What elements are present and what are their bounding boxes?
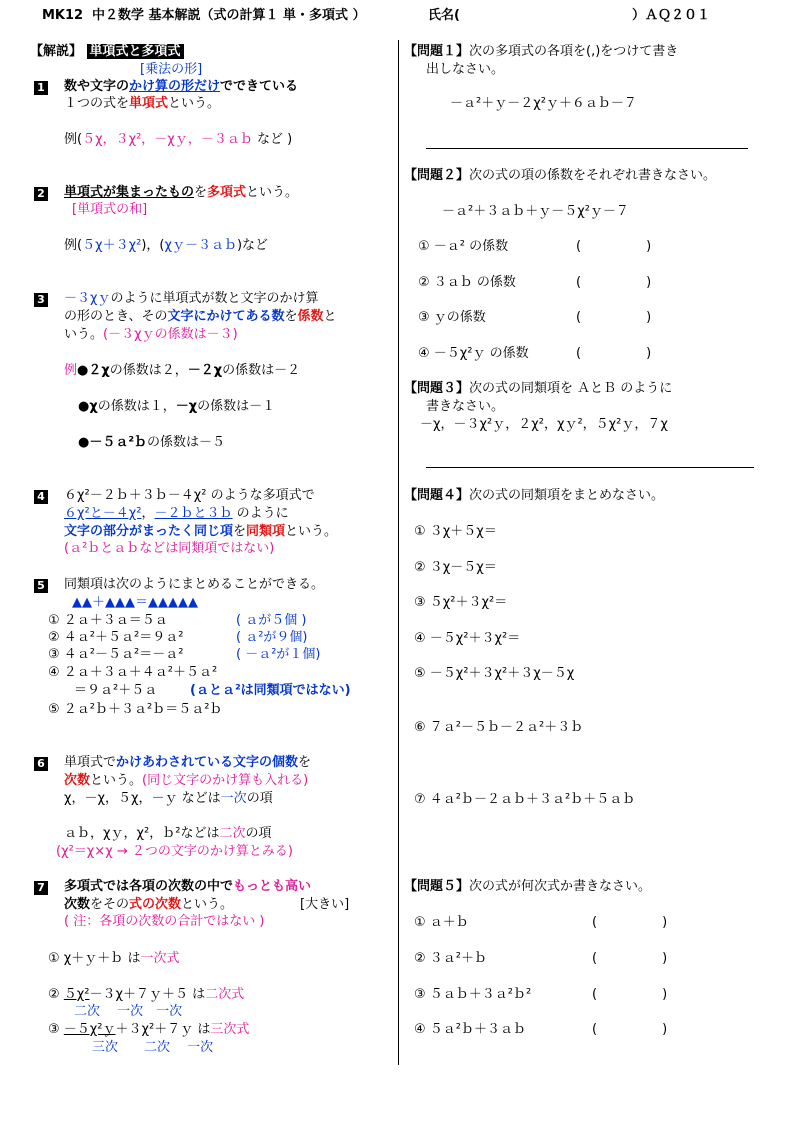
s2-bracket: [単項式の和]	[72, 202, 148, 217]
s1-bracket: [乗法の形]	[140, 62, 203, 77]
s7-ex2: ② ５χ²－３χ＋７ｙ＋５ は二次式	[48, 987, 245, 1002]
q3-line2: 書きなさい。	[426, 399, 505, 414]
q5-item1-answer[interactable]: ( )	[592, 915, 668, 930]
q5-item3: ③ ５ａｂ＋３ａ²ｂ²	[414, 987, 532, 1002]
q2-item3: ③ ｙの係数	[418, 310, 486, 325]
q2-item1: ① －ａ² の係数	[418, 239, 509, 254]
q2-item2-answer[interactable]: ( )	[576, 275, 652, 290]
s1-badge: 1	[34, 80, 48, 96]
s6-badge: 6	[34, 756, 48, 772]
s6-line1: 単項式でかけあわされている文字の個数を	[64, 755, 312, 770]
s5-item4-note: (ａとａ²は同類項ではない)	[190, 683, 351, 698]
s3-example1: 例●２χの係数は２，－２χの係数は－２	[64, 363, 301, 378]
s3-example2: ●χの係数は１，－χの係数は－１	[78, 399, 276, 414]
s3-line3: いう。(－３χｙの係数は－３)	[64, 327, 238, 342]
q2-item2: ② ３ａｂ の係数	[418, 275, 516, 290]
s6-line2: 次数という。(同じ文字のかけ算も入れる)	[64, 773, 309, 788]
s5-triangles: ▲▲＋▲▲▲＝▲▲▲▲▲	[72, 595, 198, 610]
s5-item2-note: ( ａ²が９個)	[236, 630, 308, 645]
q3-line1: 【問題３】次の式の同類項を ＡとＢ のように	[404, 381, 673, 396]
s5-badge: 5	[34, 578, 48, 594]
s3-line2: の形のとき、その文字にかけてある数を係数と	[64, 309, 337, 324]
s2-badge: 2	[34, 186, 48, 202]
s5-item5: ⑤ ２ａ²ｂ＋３ａ²ｂ＝５ａ²ｂ	[48, 702, 223, 717]
kaisetsu-title: 単項式と多項式	[87, 44, 184, 59]
q5-item1: ① ａ＋ｂ	[414, 915, 469, 930]
s6-line4: ａｂ，χｙ，χ²，ｂ²などは二次の項	[64, 826, 272, 841]
q2-item3-answer[interactable]: ( )	[576, 310, 652, 325]
s5-item1-note: ( ａが５個 )	[236, 613, 307, 628]
q5-item2-answer[interactable]: ( )	[592, 951, 668, 966]
q2-expr: －ａ²＋３ａｂ＋ｙ－５χ²ｙ－７	[442, 204, 629, 219]
q2-line1: 【問題２】次の式の項の係数をそれぞれ書きなさい。	[404, 168, 717, 183]
header-name-close: ）ＡＱ２０１	[632, 8, 711, 23]
q2-item4-answer[interactable]: ( )	[576, 346, 652, 361]
s4-line2: ６χ²と－４χ²，－２ｂと３ｂ のように	[64, 506, 289, 521]
s7-line1: 多項式では各項の次数の中でもっとも高い	[64, 879, 312, 894]
s1-example: 例(５χ，３χ²，－χｙ，－３ａｂ など )	[64, 132, 293, 147]
q2-item4: ④ －５χ²ｙ の係数	[418, 346, 529, 361]
q4-item1[interactable]: ① ３χ＋５χ＝	[414, 524, 497, 539]
q1-line2: 出しなさい。	[426, 62, 505, 77]
kaisetsu-heading	[30, 44, 184, 60]
header-name-label: 氏名(	[428, 8, 460, 23]
s7-ex3: ③ －５χ²ｙ＋３χ²＋７ｙ は三次式	[48, 1022, 250, 1037]
header-code: MK12	[42, 8, 84, 23]
q3-answer-line[interactable]	[426, 467, 754, 468]
q3-expr: －χ，－３χ²ｙ，２χ²，χｙ²，５χ²ｙ，７χ	[420, 417, 668, 432]
s3-line1: －３χｙのように単項式が数と文字のかけ算	[64, 291, 319, 306]
s2-line1: 単項式が集まったものを多項式という。	[64, 185, 299, 200]
q4-item6[interactable]: ⑥ ７ａ²－５ｂ－２ａ²＋３ｂ	[414, 720, 584, 735]
q5-item4-answer[interactable]: ( )	[592, 1022, 668, 1037]
s5-item4-line2: ＝９ａ²＋５ａ	[74, 683, 158, 698]
s5-item3: ③ ４ａ²－５ａ²＝－ａ²	[48, 647, 184, 662]
s7-bracket: [大きい]	[300, 897, 350, 912]
s3-example3: ●－５ａ²ｂの係数は－５	[78, 435, 226, 450]
s7-ex1: ① χ＋ｙ＋ｂ は一次式	[48, 951, 180, 966]
q4-item5[interactable]: ⑤ －５χ²＋３χ²＋３χ－５χ	[414, 666, 575, 681]
s4-badge: 4	[34, 489, 48, 505]
s5-line1: 同類項は次のようにまとめることができる。	[64, 577, 325, 592]
header-title: 中２数学 基本解説（式の計算１ 単・多項式 ）	[92, 8, 366, 23]
s7-line2: 次数をその式の次数という。	[64, 897, 234, 912]
s6-line3: χ，－χ，５χ，－ｙ などは一次の項	[64, 791, 273, 806]
s4-line4: (ａ²ｂとａｂなどは同類項ではない)	[64, 541, 275, 556]
s6-line5: (χ²＝χ×χ → ２つの文字のかけ算とみる)	[56, 844, 293, 859]
q1-answer-line[interactable]	[426, 148, 748, 149]
s5-item1: ① ２ａ＋３ａ＝５ａ	[48, 613, 168, 628]
q5-line1: 【問題５】次の式が何次式か書きなさい。	[404, 879, 652, 894]
q4-line1: 【問題４】次の式の同類項をまとめなさい。	[404, 488, 665, 503]
q1-line1: 【問題１】次の多項式の各項を(,)をつけて書き	[404, 44, 679, 59]
s7-ex3-sub: 三次 二次 一次	[92, 1040, 214, 1055]
s5-item4: ④ ２ａ＋３ａ＋４ａ²＋５ａ²	[48, 665, 218, 680]
s7-line3: ( 注：各項の次数の合計ではない )	[64, 914, 265, 929]
s7-ex2-sub: 二次 一次 一次	[74, 1004, 183, 1019]
q1-expr: －ａ²＋ｙ－２χ²ｙ＋６ａｂ－７	[450, 96, 637, 111]
q5-item4: ④ ５ａ²ｂ＋３ａｂ	[414, 1022, 527, 1037]
s1-line2: １つの式を単項式という。	[64, 96, 221, 111]
q4-item2[interactable]: ② ３χ－５χ＝	[414, 560, 497, 575]
s3-badge: 3	[34, 292, 48, 308]
s5-item2: ② ４ａ²＋５ａ²＝９ａ²	[48, 630, 184, 645]
s2-example: 例(５χ＋３χ²)，(χｙ－３ａｂ)など	[64, 238, 269, 253]
q5-item2: ② ３ａ²＋ｂ	[414, 951, 488, 966]
kaisetsu-label: 【解説】	[30, 44, 83, 59]
s5-item3-note: ( －ａ²が１個)	[236, 647, 321, 662]
s1-line1: 数や文字のかけ算の形だけでできている	[64, 79, 299, 94]
s7-badge: 7	[34, 880, 48, 896]
q4-item7[interactable]: ⑦ ４ａ²ｂ－２ａｂ＋３ａ²ｂ＋５ａｂ	[414, 792, 636, 807]
q4-item3[interactable]: ③ ５χ²＋３χ²＝	[414, 595, 508, 610]
s4-line1: ６χ²－２ｂ＋３ｂ－４χ² のような多項式で	[64, 488, 315, 503]
q4-item4[interactable]: ④ －５χ²＋３χ²＝	[414, 631, 521, 646]
column-divider	[398, 40, 399, 1065]
s4-line3: 文字の部分がまったく同じ項を同類項という。	[64, 524, 338, 539]
q2-item1-answer[interactable]: ( )	[576, 239, 652, 254]
q5-item3-answer[interactable]: ( )	[592, 987, 668, 1002]
